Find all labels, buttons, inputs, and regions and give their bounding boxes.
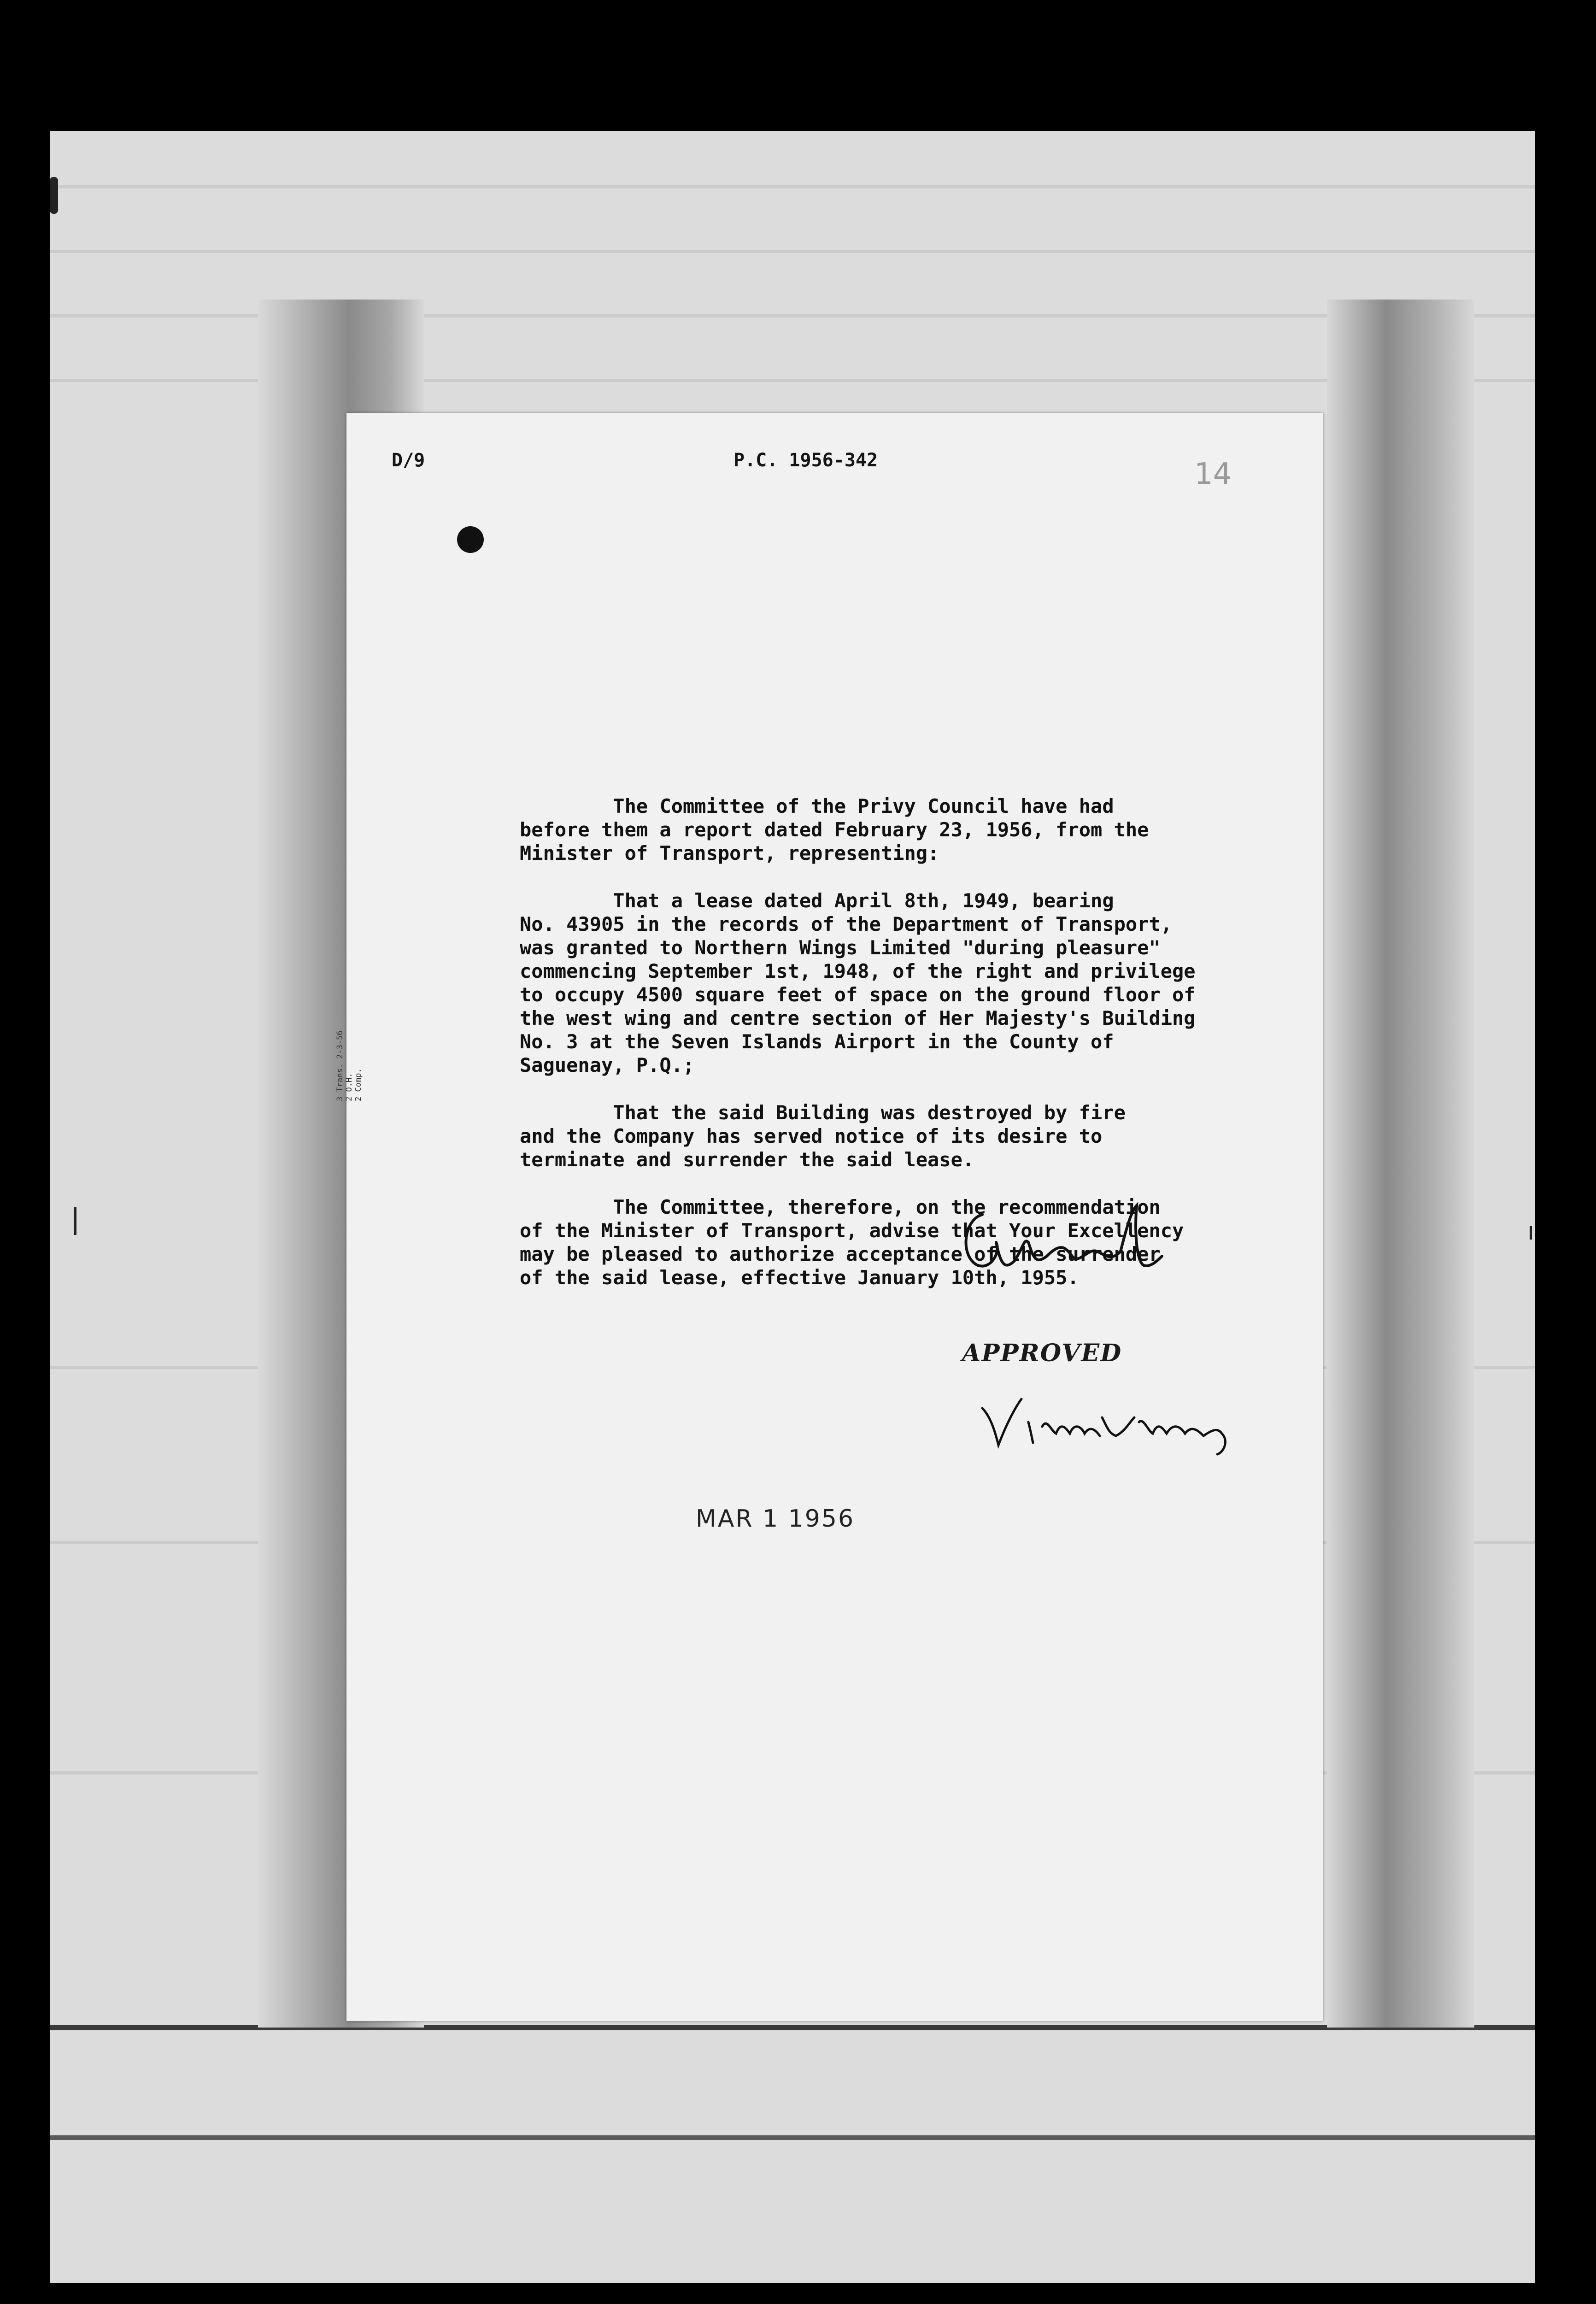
file-code: D/9 — [392, 450, 425, 471]
scan-band — [50, 2135, 1535, 2140]
paragraph-lease: That a lease dated April 8th, 1949, bearing No. 43905 in the records of the Department of Transport, was granted to Northern Wings Limited "during pleasure" commencing September 1st, 1948, of the right and privilege to occupy 4500 square feet of space on the ground floor of the west wing and centre section of Her Majesty's Building No. 3 at the Seven Islands Airport in the County of Saguenay, P.Q.; — [520, 889, 1196, 1076]
punch-hole — [457, 526, 484, 553]
paragraph-fire: That the said Building was destroyed by fire and the Company has served notice of its desire to terminate and surrender the said lease. — [520, 1101, 1126, 1171]
approval-date-stamp: MAR 1 1956 — [696, 1505, 855, 1533]
margin-notation-line: 2 Comp. — [354, 1068, 363, 1101]
backing-rule — [50, 250, 1535, 253]
backing-rule — [50, 185, 1535, 188]
folio-number: 14 — [1194, 457, 1232, 491]
margin-notation-line: 2 O.H. — [345, 1073, 354, 1101]
order-in-council-page — [335, 413, 1323, 2021]
approved-label: APPROVED — [962, 1339, 1122, 1367]
paragraph-report: The Committee of the Privy Council have had before them a report dated February 23, 1956, from the Minister of Transport, representing: — [520, 795, 1149, 864]
edge-mark — [1530, 1226, 1532, 1240]
margin-notation-line: 3 Trans. 2-3-56 — [335, 1030, 345, 1101]
margin-notation — [335, 1009, 368, 1101]
order-number: P.C. 1956-342 — [733, 450, 878, 471]
paragraph-recommendation: The Committee, therefore, on the recommendation of the Minister of Transport, advise that Your Excellency may be pleased to authorize acceptance of the surrender of the said lease, effective January 10th, 1955. — [520, 1196, 1184, 1289]
edge-mark — [74, 1207, 76, 1235]
clerk-signature — [955, 1196, 1167, 1288]
governor-signature — [978, 1390, 1236, 1459]
edge-mark — [50, 177, 58, 214]
page-shadow-right — [1327, 300, 1474, 2028]
